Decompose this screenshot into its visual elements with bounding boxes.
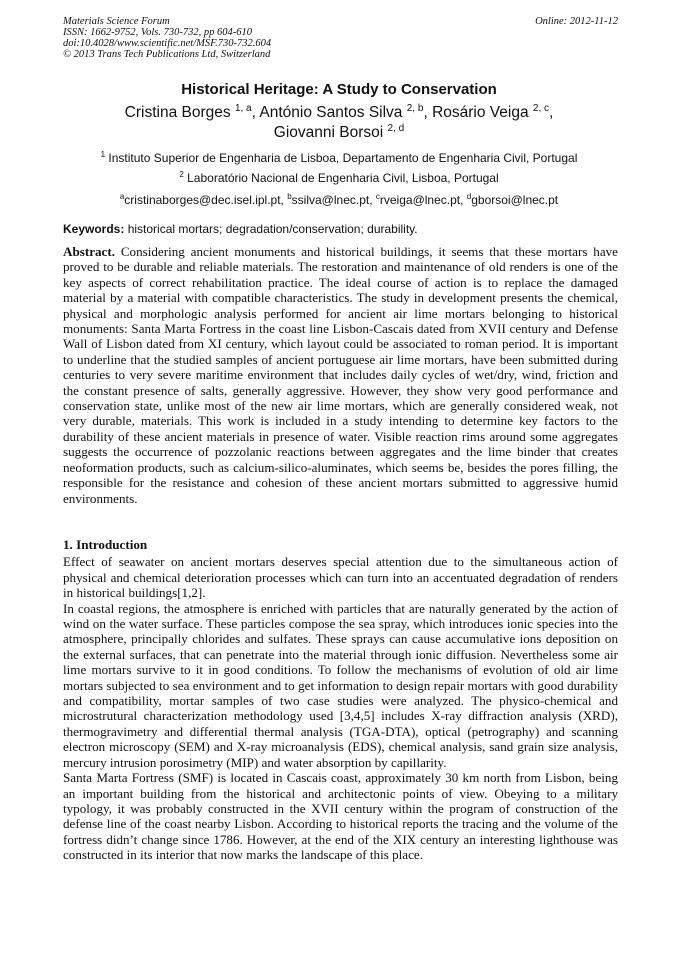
author-sup: 2, d [387,123,405,134]
author-sup: 1, a [234,103,252,114]
copyright-line: © 2013 Trans Tech Publications Ltd, Switzerland [63,49,271,60]
author: António Santos Silva [259,104,403,121]
email-line: $^a$cristinaborges@dec.isel.ipl.pt, $^b$ssilva@lnec.pt, $^c$rveiga@lnec.pt, $^d$gborsoi@lnec.pt [119,192,559,207]
online-date: Online: 2012-11-12 [535,16,618,27]
abstract-text: Considering ancient monuments and historical buildings, it seems that these mortars have proved to be durable and reliable materials. The restoration and maintenance of old renders is one of the key aspects of correct rehabilitation practice. The ideal course of action is to replace the damaged material by a material with compatible characteristics. The study in development presents the chemical, physical and morphologic analysis performed for ancient air lime mortars belonging to historical monuments: Santa Marta Fortress in the coast line Lisbon-Cascais dated from XVII century and Defense Wall of Lisbon dated from XI century, which layout could be associated to roman period. It is important to underline that the studied samples of ancient portuguese air lime mortars, have been submitted during centuries to very severe maritime environment that includes daily cycles of wet/dry, wind, friction and the constant presence of salts, generally aggressive. However, they show very good performance and conservation state, unlike most of the new air lime mortars, which are generally considered weak, not very durable, materials. This work is included in a study intending to determine key factors to the durability of these ancient materials in presence of water. Visible reaction rims around some aggregates suggests the occurrence of pozzolanic reactions between aggregates and the lime binder that creates neoformation products, such as calcium-silico-aluminates, which seems be, besides the pores filling, the responsible for the resistance and cohesion of these ancient mortars submitted to aggressive humid environments. [63,244,618,506]
keywords-text: historical mortars; degradation/conservation; durability. [124,222,418,236]
author: Giovanni Borsoi [273,124,384,141]
journal-header [63,16,618,60]
intro-paragraph: Santa Marta Fortress (SMF) is located in Cascais coast, approximately 30 km north from Lisbon, being an important building from the historical and architectonic points of view. Obeying to a military typology, it was probably constructed in the XVII century within the program of construction of the defense line of the coast nearby Lisbon. According to historical reports the tracing and the volume of the fortress didn’t change since 1786. However, at the end of the XIX century an interesting lighthouse was constructed in its interior that now marks the landscape of this place. [63,770,618,863]
intro-paragraph: Effect of seawater on ancient mortars deserves special attention due to the simultaneous action of physical and chemical deterioration processes which can turn into an accentuated degradation of renders in historical buildings[1,2]. [63,554,618,601]
author: Rosário Veiga [432,104,529,121]
author-sup: 2, b [406,103,424,114]
author-sup: 2, c [532,103,550,114]
abstract-label: Abstract. [63,244,115,259]
paper-title: Historical Heritage: A Study to Conservation [181,81,497,98]
email-link[interactable]: cristinaborges@dec.isel.ipl.pt, [124,193,288,207]
doi-line: doi:10.4028/www.scientific.net/MSF.730-732.604 [63,38,272,49]
email-link[interactable]: gborsoi@lnec.pt [471,193,559,207]
keywords-label: Keywords: [63,222,125,236]
intro-paragraph: In coastal regions, the atmosphere is enriched with particles that are naturally generated by the action of wind on the water surface. These particles compose the sea spray, which introduces ionic species into the atmosphere, principally chlorides and sulfates. These sprays can cause accumulative ions deposition on the external surfaces, that can penetrate into the material through ionic diffusion. Nevertheless some air lime mortars survive to it in good conditions. To follow the mechanisms of evolution of old air lime mortars subjected to sea environment and to get information to design repair mortars with good durability and compatibility, mortar samples of two case studies were analyzed. The physico-chemical and microstrutural characterization methodology used [3,4,5] includes X-ray diffraction analysis (XRD), thermogravimetry and differential thermal analysis (TGA-DTA), optical (petrography) and scanning electron microscopy (SEM) and X-ray microanalysis (EDS), chemical analysis, sand grain size analysis, mercury intrusion porosimetry (MIP) and water absorption by capillarity. [63,600,618,770]
abstract-section [63,244,618,506]
author: Cristina Borges [124,104,231,121]
issn-line: ISSN: 1662-9752, Vols. 730-732, pp 604-610 [63,27,252,38]
introduction-section [63,537,618,863]
affiliation-1: $^1$ Instituto Superior de Engenharia de Lisboa, Departamento de Engenharia Civil, Portugal [100,150,578,165]
keywords [63,222,618,236]
affiliation-2: $^2$ Laboratório Nacional de Engenharia Civil, Lisboa, Portugal [179,170,499,185]
section-heading: 1. Introduction [63,537,148,552]
email-link[interactable]: rveiga@lnec.pt, [379,193,467,207]
author-list: Cristina Borges $^{1, a}$, António Santos Silva $^{2, b}$, Rosário Veiga $^{2, c}$, Giovanni Borsoi $^{2, d}$ [124,103,554,141]
journal-name: Materials Science Forum [63,16,170,27]
email-link[interactable]: ssilva@lnec.pt, [291,193,376,207]
